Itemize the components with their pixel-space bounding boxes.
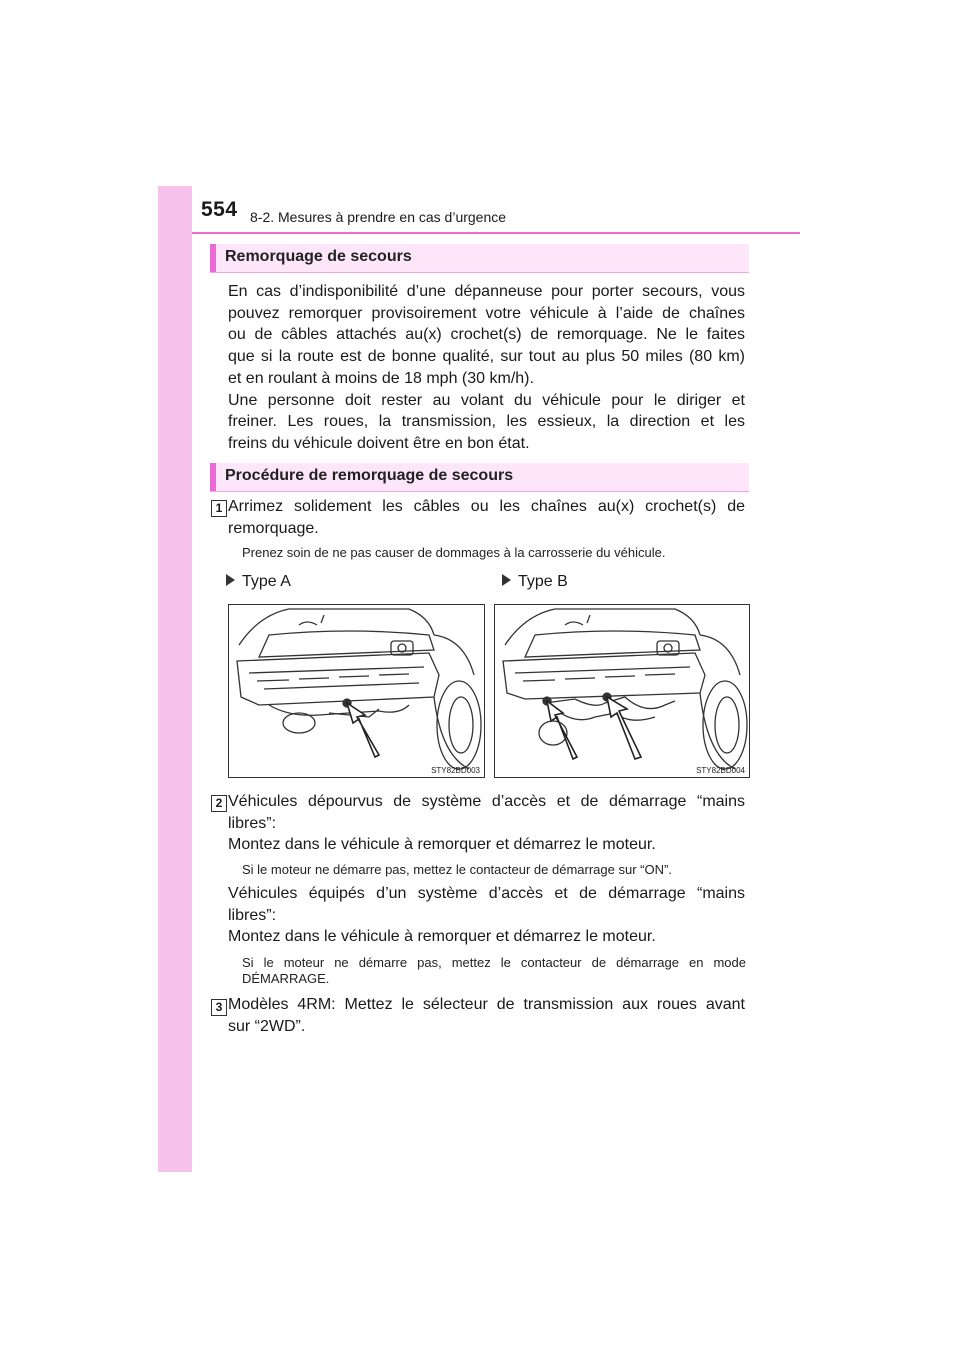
step-number-1: 1 — [211, 500, 227, 517]
illustration-code: STY82BD003 — [431, 766, 480, 775]
page-number: 554 — [201, 198, 238, 221]
step-2-no-smart-key-text: Véhicules dépourvus de système d’accès et de démarrage “mains libres”: Montez dans le véhicule à remorquer et démarrez le moteur. — [228, 793, 745, 854]
chapter-title: 8-2. Mesures à prendre en cas d’urgence — [250, 209, 507, 225]
type-a-label: Type A — [226, 573, 291, 591]
heading-accent-bar — [210, 463, 216, 491]
step-number-3: 3 — [211, 999, 227, 1016]
section-heading-towing-procedure — [210, 463, 749, 492]
chapter-side-band — [158, 186, 192, 1172]
step-1-note: Prenez soin de ne pas causer de dommages à la carrosserie du véhicule. — [242, 545, 666, 560]
step-number-2: 2 — [211, 795, 227, 812]
step-2-no-smart-key-note: Si le moteur ne démarre pas, mettez le contacteur de démarrage sur “ON”. — [242, 862, 672, 877]
section-heading-emergency-towing — [210, 244, 749, 273]
type-b-label: Type B — [502, 573, 568, 591]
triangle-bullet-icon — [226, 574, 235, 586]
truck-front-tow-hooks-b-illustration — [495, 605, 749, 777]
illustration-type-b — [494, 604, 750, 778]
section-title: Procédure de remorquage de secours — [225, 467, 514, 484]
step-2-smart-key-note: Si le moteur ne démarre pas, mettez le contacteur de démarrage en mode DÉMARRAGE. — [242, 955, 746, 986]
illustration-code: STY82BD004 — [696, 766, 745, 775]
step-1-text: Arrimez solidement les câbles ou les chaînes au(x) crochet(s) de remorquage. — [228, 498, 745, 537]
step-2-smart-key-text: Véhicules équipés d’un système d’accès et de démarrage “mains libres”: Montez dans le véhicule à remorquer et démarrez le moteur. — [228, 885, 745, 946]
header-rule — [192, 232, 800, 234]
section-title: Remorquage de secours — [225, 248, 412, 265]
paragraph-towing-conditions: En cas d’indisponibilité d’une dépanneuse pour porter secours, vous pouvez remorquer provisoirement votre véhicule à l’aide de chaînes ou de câbles attachés au(x) crochet(s) de remorquage. Ne le faites que si la route est de bonne qualité, sur tout au plus 50 miles (80 km) et en roulant à moins de 18 mph (30 km/h). Une personne doit rester au volant du véhicule pour le diriger et freiner. Les roues, la transmission, les essieux, la direction et les freins du véhicule doivent être en bon état. — [228, 283, 745, 452]
step-3-text: Modèles 4RM: Mettez le sélecteur de transmission aux roues avant sur “2WD”. — [228, 996, 745, 1035]
triangle-bullet-icon — [502, 574, 511, 586]
illustration-type-a — [228, 604, 485, 778]
truck-front-tow-hook-a-illustration — [229, 605, 484, 777]
heading-accent-bar — [210, 244, 216, 272]
